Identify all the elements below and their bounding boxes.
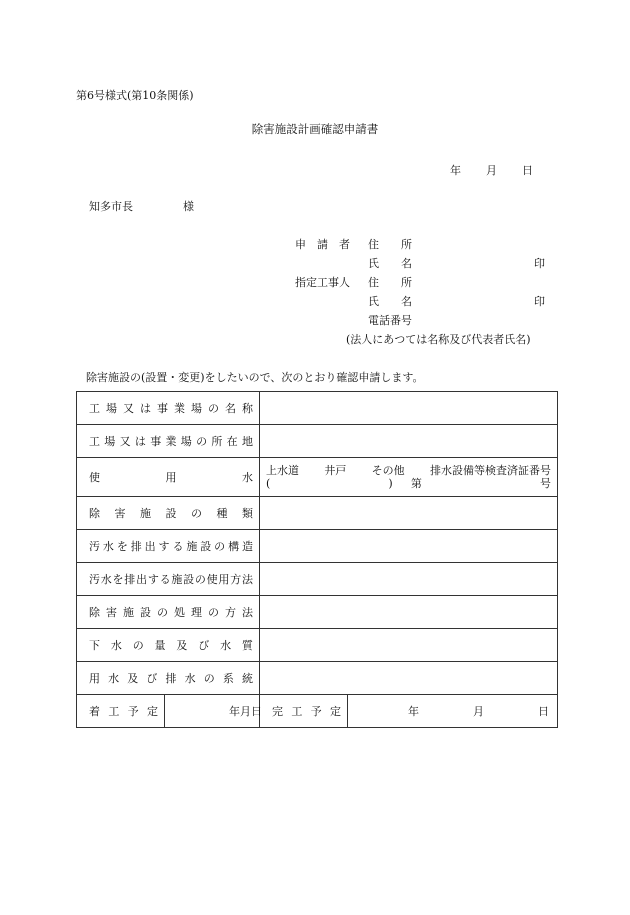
- spread-label: [83, 433, 259, 449]
- finish-date-chars: [348, 703, 557, 719]
- label-char: 工: [89, 435, 100, 448]
- spread-label: [83, 538, 259, 554]
- label-char: 月: [240, 705, 251, 718]
- row-label: [77, 596, 260, 629]
- row-label: [77, 458, 260, 497]
- paren-open: (: [266, 477, 271, 490]
- corporation-note: (法人にあつては名称及び代表者氏名): [346, 333, 531, 346]
- day-label: 日: [522, 164, 533, 177]
- start-date-chars: [165, 703, 262, 719]
- start-label: [77, 695, 165, 728]
- label-char: 及: [176, 639, 188, 652]
- value-cell[interactable]: [260, 497, 558, 530]
- label-char: の: [208, 402, 219, 415]
- row-label: [77, 392, 260, 425]
- spread-label: [83, 505, 259, 521]
- value-cell[interactable]: [260, 629, 558, 662]
- label-char: 月: [473, 705, 484, 718]
- label-char: の: [191, 507, 202, 520]
- paren-close: ): [388, 477, 393, 490]
- water-cell[interactable]: [260, 458, 558, 497]
- label-char: の: [214, 540, 226, 553]
- label-char: 使: [89, 471, 100, 484]
- row-label: [77, 497, 260, 530]
- label-char: 場: [104, 435, 116, 448]
- label-char: 地: [241, 435, 253, 448]
- label-char: 排: [130, 540, 142, 553]
- contractor-seal: 印: [534, 295, 545, 308]
- label-char: 工: [108, 705, 120, 718]
- label-char: る: [159, 573, 171, 586]
- label-char: び: [198, 639, 210, 652]
- label-char: 称: [242, 402, 253, 415]
- spread-label: [83, 637, 259, 653]
- label-char: 施: [171, 573, 183, 586]
- page-title: 除害施設計画確認申請書: [251, 122, 379, 136]
- label-char: 及: [127, 672, 139, 685]
- table-row: [77, 629, 558, 662]
- contractor-address-label: 住 所: [368, 276, 412, 289]
- label-char: は: [140, 402, 151, 415]
- water-options-line: [260, 464, 557, 477]
- label-char: 除: [89, 606, 100, 619]
- label-char: 設: [140, 606, 151, 619]
- label-char: 定: [146, 705, 158, 718]
- label-char: 造: [241, 540, 253, 553]
- table-row: [77, 497, 558, 530]
- water-option-other: その他: [371, 464, 405, 477]
- label-char: 害: [106, 606, 117, 619]
- label-char: 設: [183, 573, 195, 586]
- label-char: 定: [329, 705, 341, 718]
- label-char: 完: [272, 705, 283, 718]
- water-detail-line: [260, 477, 557, 490]
- label-char: す: [158, 540, 170, 553]
- label-char: 汚: [89, 573, 100, 586]
- label-char: 質: [241, 639, 253, 652]
- label-char: 設: [200, 540, 212, 553]
- label-char: 統: [242, 672, 253, 685]
- spread-label: [83, 670, 259, 686]
- label-char: 所: [211, 435, 223, 448]
- table-row: [77, 458, 558, 497]
- label-char: 汚: [89, 540, 100, 553]
- label-char: 又: [119, 435, 131, 448]
- label-char: の: [196, 435, 208, 448]
- label-char: の: [194, 573, 206, 586]
- label-char: 用: [218, 573, 230, 586]
- value-cell[interactable]: [260, 392, 558, 425]
- table-row: [77, 392, 558, 425]
- label-char: 事: [157, 402, 168, 415]
- label-char: す: [147, 573, 159, 586]
- month-label: 月: [486, 164, 497, 177]
- label-char: 又: [123, 402, 134, 415]
- contractor-name-label: 氏 名: [368, 295, 412, 308]
- label-char: 排: [165, 672, 177, 685]
- contractor-phone-label: 電話番号: [368, 314, 412, 327]
- label-char: 場: [191, 402, 202, 415]
- label-char: 水: [110, 639, 122, 652]
- start-date-cell[interactable]: [165, 695, 260, 728]
- label-char: 施: [186, 540, 198, 553]
- label-char: 事: [150, 435, 162, 448]
- label-char: を: [116, 540, 128, 553]
- label-char: を: [112, 573, 124, 586]
- table-row: [77, 425, 558, 458]
- label-char: 水: [108, 672, 120, 685]
- label-char: の: [208, 606, 219, 619]
- label-char: 種: [216, 507, 228, 520]
- label-char: 年: [408, 705, 419, 718]
- spread-label: [83, 469, 259, 485]
- value-cell[interactable]: [260, 563, 558, 596]
- cert-dai: 第: [410, 477, 422, 490]
- applicant-label: 申 請 者: [295, 238, 350, 251]
- label-char: 水: [102, 540, 114, 553]
- label-char: は: [134, 435, 146, 448]
- label-char: 量: [154, 639, 166, 652]
- label-char: 設: [165, 507, 177, 520]
- value-cell[interactable]: [260, 596, 558, 629]
- label-char: 出: [144, 540, 156, 553]
- spread-label: [83, 703, 164, 719]
- label-char: 業: [165, 435, 177, 448]
- spread-label: [83, 604, 259, 620]
- cert-go: 号: [539, 477, 551, 490]
- application-table: [76, 391, 558, 728]
- addressee-honorific: 様: [183, 200, 194, 213]
- label-char: 予: [310, 705, 322, 718]
- label-char: 排: [124, 573, 136, 586]
- label-char: 除: [89, 507, 100, 520]
- row-label: [77, 530, 260, 563]
- table-row: [77, 563, 558, 596]
- label-char: 年: [229, 705, 240, 718]
- label-char: 法: [241, 573, 253, 586]
- spread-label: [83, 571, 259, 587]
- label-char: の: [203, 672, 215, 685]
- finish-label: [260, 695, 348, 728]
- spread-label: [83, 400, 259, 416]
- label-char: 構: [228, 540, 240, 553]
- form-number: 第6号様式(第10条関係): [76, 89, 194, 102]
- label-char: 場: [180, 435, 192, 448]
- label-char: 施: [140, 507, 151, 520]
- label-char: 場: [106, 402, 117, 415]
- cert-label: 排水設備等検査済証番号: [429, 464, 551, 477]
- label-char: 水: [242, 471, 253, 484]
- row-label: [77, 662, 260, 695]
- label-char: 施: [123, 606, 134, 619]
- table-row: [77, 662, 558, 695]
- label-char: 害: [114, 507, 126, 520]
- schedule-row: [77, 695, 558, 728]
- applicant-address-label: 住 所: [368, 238, 412, 251]
- label-char: 水: [220, 639, 232, 652]
- label-char: 方: [230, 573, 242, 586]
- label-char: 理: [191, 606, 202, 619]
- label-char: 類: [242, 507, 253, 520]
- contractor-label: 指定工事人: [295, 276, 350, 289]
- label-char: び: [146, 672, 158, 685]
- label-char: 工: [291, 705, 303, 718]
- label-char: 系: [222, 672, 234, 685]
- spread-label: [266, 703, 347, 719]
- label-char: 業: [174, 402, 185, 415]
- year-label: 年: [450, 164, 461, 177]
- intro-text: 除害施設の(設置・変更)をしたいので、次のとおり確認申請します。: [86, 371, 424, 384]
- row-label: [77, 425, 260, 458]
- label-char: 予: [127, 705, 139, 718]
- label-char: 日: [251, 705, 262, 718]
- label-char: る: [172, 540, 184, 553]
- label-char: の: [132, 639, 144, 652]
- label-char: 水: [184, 672, 196, 685]
- label-char: 出: [136, 573, 148, 586]
- label-char: 水: [100, 573, 112, 586]
- table-row: [77, 530, 558, 563]
- label-char: 法: [242, 606, 253, 619]
- table-row: [77, 596, 558, 629]
- label-char: 在: [226, 435, 238, 448]
- label-char: 用: [89, 672, 100, 685]
- label-char: 工: [89, 402, 100, 415]
- value-cell[interactable]: [260, 425, 558, 458]
- label-char: 方: [225, 606, 236, 619]
- label-char: 名: [225, 402, 236, 415]
- label-char: の: [157, 606, 168, 619]
- value-cell[interactable]: [260, 530, 558, 563]
- applicant-name-label: 氏 名: [368, 257, 412, 270]
- water-option-tap: 上水道: [266, 464, 299, 477]
- label-char: 着: [89, 705, 100, 718]
- label-char: 使: [206, 573, 218, 586]
- value-cell[interactable]: [260, 662, 558, 695]
- row-label: [77, 629, 260, 662]
- applicant-seal: 印: [534, 257, 545, 270]
- label-char: 処: [174, 606, 185, 619]
- label-char: 用: [165, 471, 177, 484]
- label-char: 下: [89, 639, 100, 652]
- row-label: [77, 563, 260, 596]
- finish-date-cell[interactable]: [348, 695, 558, 728]
- addressee-name: 知多市長: [89, 200, 133, 213]
- label-char: 日: [538, 705, 549, 718]
- water-option-well: 井戸: [324, 464, 347, 477]
